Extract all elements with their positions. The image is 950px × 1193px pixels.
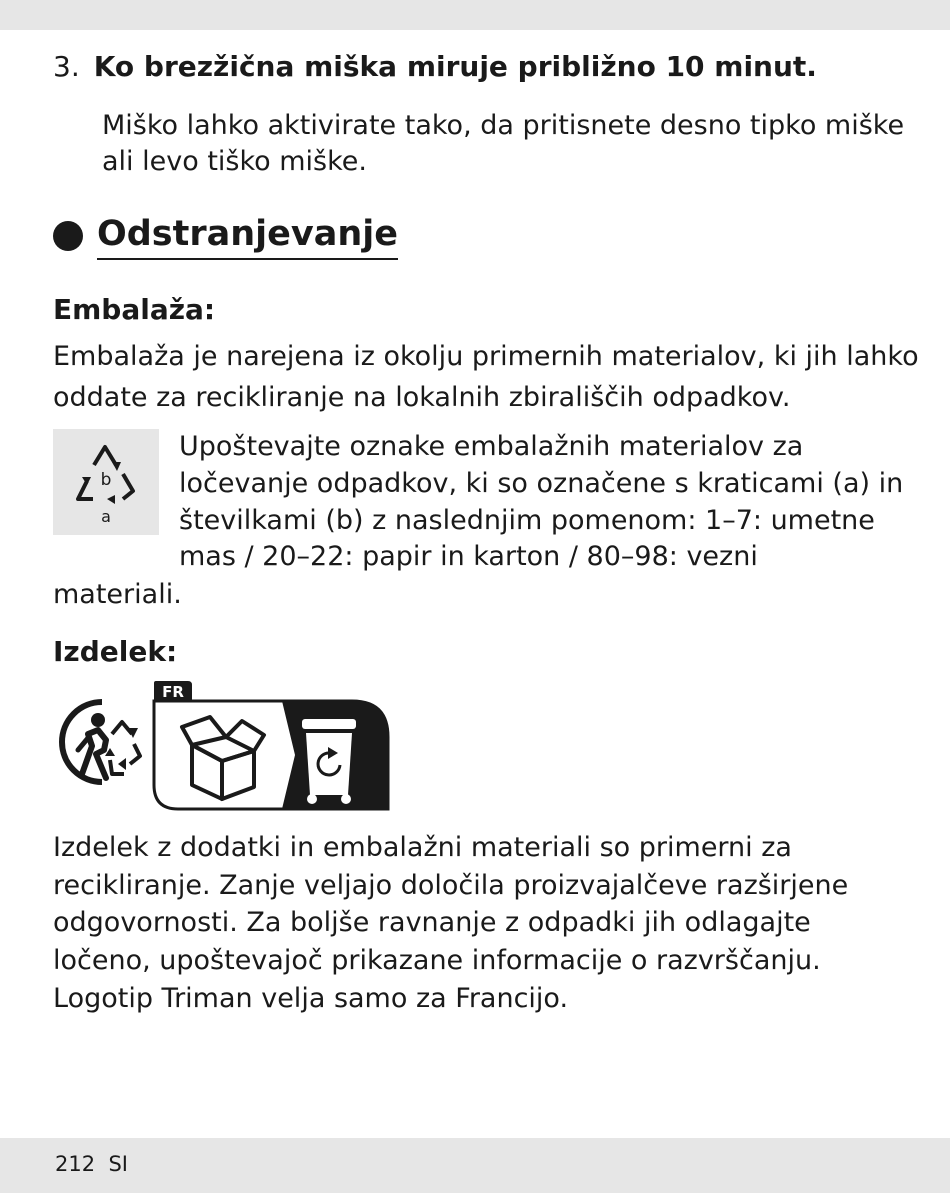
product-body-line-3: odgovornosti. Za boljše ravnanje z odpadki jih odlagajte (53, 907, 811, 938)
step-heading-text: Ko brezžična miška miruje približno 10 minut. (93, 50, 817, 83)
product-heading: Izdelek: (53, 635, 178, 668)
step-heading (53, 48, 817, 86)
section-title: Odstranjevanje (97, 212, 398, 260)
step-body-line-1: Miško lahko aktivirate tako, da pritisnete desno tipko miške (102, 110, 905, 141)
packaging-note-line-2: ločevanje odpadkov, ki so označene s kraticami (a) in (179, 468, 904, 499)
sorting-info-label (152, 681, 390, 811)
packaging-heading: Embalaža: (53, 293, 216, 326)
packaging-note-line-1: Upoštevajte oznake embalažnih materialov za (179, 431, 804, 462)
footer-band (0, 1138, 950, 1193)
language-code: SI (108, 1152, 128, 1176)
country-code: FR (162, 683, 184, 701)
step-number: 3. (53, 50, 80, 83)
packaging-note-last-line: materiali. (53, 579, 182, 610)
top-margin-band (0, 0, 950, 30)
triman-logo-icon (52, 694, 144, 790)
recycle-code-b: b (100, 470, 112, 490)
bullet-icon (53, 221, 83, 251)
page-number: 212 (55, 1152, 96, 1176)
product-body-line-5: Logotip Triman velja samo za Francijo. (53, 983, 569, 1014)
product-body-line-4: ločeno, upoštevajoč prikazane informacije o razvrščanju. (53, 945, 821, 976)
sorting-info-graphic (152, 681, 390, 811)
section-heading (53, 208, 398, 264)
product-body-line-1: Izdelek z dodatki in embalažni materiali so primerni za (53, 832, 792, 863)
triman-logo (52, 694, 144, 790)
packaging-intro-line-2: oddate za recikliranje na lokalnih zbirališčih odpadkov. (53, 382, 791, 413)
recycling-triangle-icon (53, 429, 159, 535)
recycling-symbol (53, 429, 159, 535)
packaging-intro-line-1: Embalaža je narejena iz okolju primernih materialov, ki jih lahko (53, 341, 919, 372)
page-footer (55, 1150, 128, 1178)
step-body-line-2: ali levo tiško miške. (102, 146, 367, 177)
packaging-note-line-4: mas / 20–22: papir in karton / 80–98: vezni (179, 541, 758, 572)
recycle-code-a: a (101, 507, 111, 526)
packaging-note-line-3: številkami (b) z naslednjim pomenom: 1–7: umetne (179, 505, 875, 536)
product-body-line-2: recikliranje. Zanje veljajo določila proizvajalčeve razširjene (53, 870, 849, 901)
